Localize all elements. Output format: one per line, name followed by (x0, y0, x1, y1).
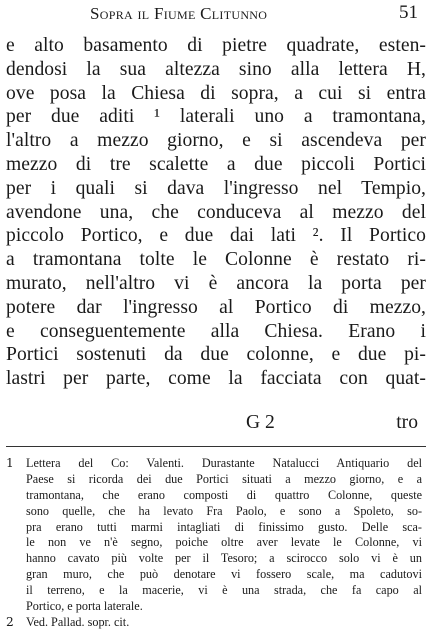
footnote-2 (0, 615, 432, 631)
footnote-line: pra erano tutti marmi intagliati di finissimo gusto. Delle sca- (26, 519, 422, 534)
footnote-line: le non ve n'è segno, poiche oltre aver levate le Colonne, vi (26, 535, 422, 550)
page-number: 51 (399, 2, 418, 23)
body-line: per due aditi ¹ laterali uno a tramontana, (6, 106, 426, 128)
body-line: lastri per parte, come la facciata con quat- (6, 368, 426, 390)
footnote-number: 1 (6, 456, 14, 470)
body-line: ove posa la Chiesa di sopra, a cui si entra (6, 82, 426, 104)
body-line: l'altro a mezzo giorno, e si ascendeva per (6, 130, 426, 152)
body-text (6, 34, 426, 391)
footnote-line: tramontana, che erano composti di quattro Colonne, queste (26, 487, 422, 502)
body-line: a tramontana tolte le Colonne è restato ri- (6, 249, 426, 271)
body-line: mezzo di tre scalette a due piccoli Portici (6, 153, 426, 175)
body-line: dendosi la sua altezza sino alla lettera H, (6, 58, 426, 80)
body-line: Portici sostenuti da due colonne, e due pi- (6, 344, 426, 366)
footnote-line: Portico, e porta laterale. (26, 599, 143, 614)
footnote-line: sono quelle, che ha levato Fra Paolo, e sono a Spoleto, so- (26, 503, 422, 518)
body-line: e conseguentemente alla Chiesa. Erano i (6, 320, 426, 342)
page-header (0, 2, 432, 26)
body-line: per i quali si dava l'ingresso nel Tempio, (6, 177, 426, 199)
footnote-line: gran muro, che può denotare vi fossero scale, ma cadutovi (26, 567, 422, 582)
body-line: avendone una, che conduceva al mezzo del (6, 201, 426, 223)
footnote-line: Lettera del Co: Valenti. Durastante Natalucci Antiquario del (26, 456, 422, 470)
footnotes (0, 456, 432, 631)
catch-row (0, 412, 432, 436)
catchword: tro (396, 412, 418, 433)
body-line: piccolo Portico, e due dai lati ². Il Portico (6, 225, 426, 247)
body-line: e alto basamento di pietre quadrate, esten- (6, 35, 426, 56)
footnote-line: il terreno, e la macerie, vi è una strada, che fa capo al (26, 583, 422, 598)
footnote-divider (6, 446, 426, 447)
footnote-1 (0, 456, 432, 615)
footnote-line: Paese si ricorda dei due Portici situati a mezzo giorno, e a (26, 471, 422, 486)
signature-mark: G 2 (246, 412, 275, 433)
footnote-line: Ved. Pallad. sopr. cit. (26, 614, 130, 629)
footnote-line: hanno cavato più volte per il Tesoro; a scirocco solo vi è un (26, 551, 422, 566)
body-line: murato, nell'altro vi è ancora la porta per (6, 272, 426, 294)
running-title: Sopra il Fiume Clitunno (90, 4, 268, 23)
body-line: potere dar l'ingresso al Portico di mezzo, (6, 296, 426, 318)
footnote-number: 2 (6, 614, 14, 629)
